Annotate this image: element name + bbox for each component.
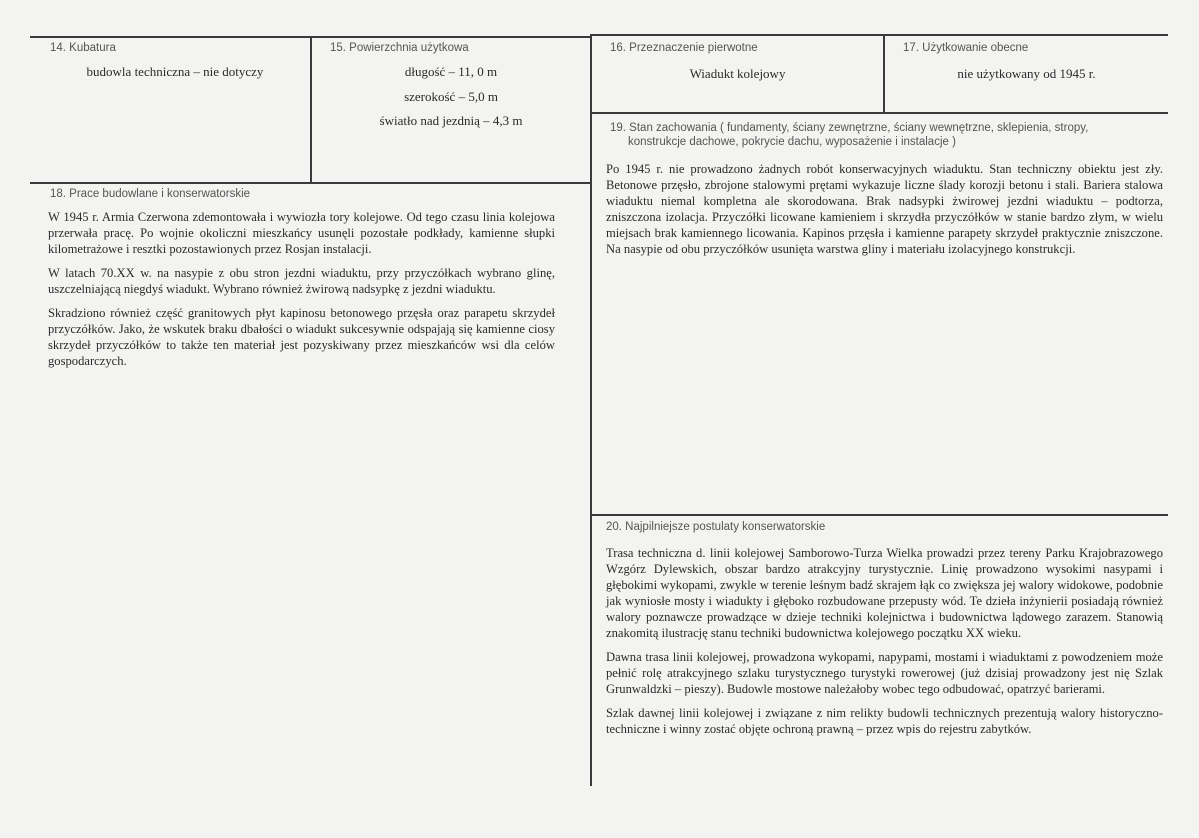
divider-14-15 [310, 36, 312, 184]
field-17-label: 17. Użytkowanie obecne [903, 42, 1029, 54]
field-15-label: 15. Powierzchnia użytkowa [330, 42, 469, 54]
rule-18-top [30, 182, 590, 184]
paragraph: Skradziono również część granitowych płyt kapinosu betonowego przęsła oraz parapetu skrzydeł przyczółków. Jako, że wskutek braku dbałości o wiadukt sukcesywnie odspajają się kamienne ciosy skrzydeł przyczółków to także ten materiał jest pozyskiwany przez mieszkańców wsi dla celów gospodarczych. [48, 306, 555, 368]
rule-20-top [590, 514, 1168, 516]
rule-16-17-bottom [590, 112, 1168, 114]
field-19-label-cont: konstrukcje dachowe, pokrycie dachu, wyposażenie i instalacje ) [628, 136, 956, 148]
paragraph: Trasa techniczna d. linii kolejowej Samborowo-Turza Wielka prowadzi przez tereny Parku Krajobrazowego Wzgórz Dylewskich, obszar bardzo atrakcyjny turystycznie. Linię prowadzono wysokimi nasypami i głębokimi wykopami, zwykle w terenie leśnym badź skrajem łąk co zwiększa jej walory widokowe, podobnie jak wyniosłe mosty i wiadukty i głęboko rozbudowane przepusty wód. Te dzieła inżynierii posiadają również walory poznawcze prowadzące w dzieje techniki kolejnictwa i budownictwa lądowego zarazem. Stanowią znakomitą ilustrację stanu techniki budownictwa kolejowego początku XX wieku. [606, 546, 1163, 640]
field-14-value: budowla techniczna – nie dotyczy [86, 64, 264, 79]
divider-center [590, 34, 592, 786]
field-20-text [606, 545, 1163, 745]
paragraph: Szlak dawnej linii kolejowej i związane z nim relikty budowli technicznych prezentują walory historyczno-techniczne i winny zostać objęte ochroną prawną – przez wpis do rejestru zabytków. [606, 706, 1163, 736]
paragraph: Po 1945 r. nie prowadzono żadnych robót konserwacyjnych wiaduktu. Stan techniczny obiektu jest zły. Betonowe przęsło, zbrojone stalowymi prętami wykazuje liczne ślady korozji betonu i stali. Bariera stalowa wiaduktu niemal kompletna ale skorodowana. Brak nadsypki żwirowej jezdni wiaduktu – podtorza, zniszczona izolacja. Przyczółki licowane kamieniem i skrzydła przyczółków w stanie bardzo złym, w wielu miejsach brak kamiennego licowania. Kapinos przęsła i kamienne parapety skrzydeł praktycznie zniszczone. Na nasypie od obu przyczółków usunięta warstwa gliny i materiału izolacyjnego konstrukcji. [606, 162, 1163, 256]
field-20-label: 20. Najpilniejsze postulaty konserwatorskie [606, 521, 826, 533]
field-14-label: 14. Kubatura [50, 42, 116, 54]
field-17-value: nie użytkowany od 1945 r. [957, 66, 1096, 81]
paragraph: Dawna trasa linii kolejowej, prowadzona wykopami, napypami, mostami i wiaduktami z powodzeniem może pełnić rolę atrakcyjnego szlaku turystycznego turystyki rowerowej (już dzisiaj prowadzony jest nię Szlak Grunwaldzki – pieszy). Budowle mostowe należałoby wobec tego odbudować, opatrzyć barierami. [606, 650, 1163, 696]
field-15-width: szerokość – 5,0 m [404, 89, 498, 104]
top-rule-right [590, 34, 1168, 36]
field-18-text [48, 209, 555, 377]
paragraph: W latach 70.XX w. na nasypie z obu stron jezdni wiaduktu, przy przyczółkach wybrano glinę, uszczelniającą niegdyś wiadukt. Wybrano również żwirową nadsypkę z jezdni wiaduktu. [48, 266, 555, 296]
field-15-length: długość – 11, 0 m [404, 64, 498, 79]
field-16-value: Wiadukt kolejowy [689, 66, 786, 81]
field-15-clearance: światło nad jezdnią – 4,3 m [379, 113, 523, 128]
field-19-label: 19. Stan zachowania ( fundamenty, ściany zewnętrzne, ściany wewnętrzne, sklepienia, stropy, [610, 122, 1089, 134]
paragraph: W 1945 r. Armia Czerwona zdemontowała i wywiozła tory kolejowe. Od tego czasu linia kolejowa przerwała pracę. Po wojnie okoliczni mieszkańcy usunęli pozostałe podkłady, kamienne słupki kilometrażowe i resztki pozostawionych przez Rosjan instalacji. [48, 210, 555, 256]
field-16-label: 16. Przeznaczenie pierwotne [610, 42, 758, 54]
field-18-label: 18. Prace budowlane i konserwatorskie [50, 188, 251, 200]
field-19-text [606, 161, 1163, 265]
